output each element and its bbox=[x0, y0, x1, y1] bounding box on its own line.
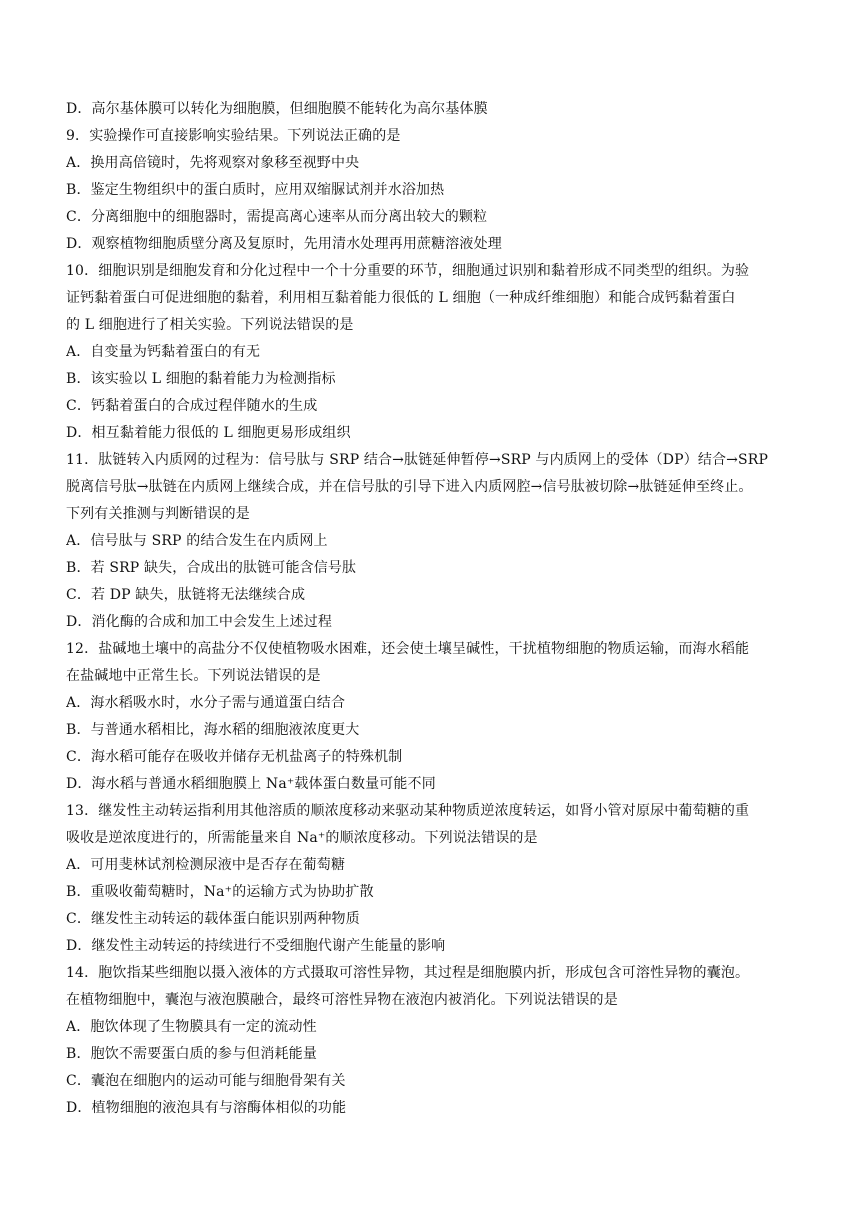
question-10-stem-line-1: 10．细胞识别是细胞发育和分化过程中一个十分重要的环节，细胞通过识别和黏着形成不同类型的组织。为验 bbox=[66, 263, 750, 279]
option-c-q9: C．分离细胞中的细胞器时，需提高离心速率从而分离出较大的颗粒 bbox=[66, 209, 488, 225]
option-d-q11: D．消化酶的合成和加工中会发生上述过程 bbox=[66, 614, 333, 630]
question-11-stem-line-1: 11．肽链转入内质网的过程为：信号肽与 SRP 结合→肽链延伸暂停→SRP 与内质网上的受体（DP）结合→SRP bbox=[66, 452, 769, 468]
option-d-q13: D．继发性主动转运的持续进行不受细胞代谢产生能量的影响 bbox=[66, 938, 446, 954]
option-d-q9: D．观察植物细胞质壁分离及复原时，先用清水处理再用蔗糖溶液处理 bbox=[66, 236, 502, 252]
question-12-stem-line-2: 在盐碱地中正常生长。下列说法错误的是 bbox=[66, 668, 321, 684]
option-d-q12: D．海水稻与普通水稻细胞膜上 Na⁺载体蛋白数量可能不同 bbox=[66, 776, 436, 792]
option-d-q8: D．高尔基体膜可以转化为细胞膜，但细胞膜不能转化为高尔基体膜 bbox=[66, 101, 488, 117]
option-b-q14: B．胞饮不需要蛋白质的参与但消耗能量 bbox=[66, 1046, 317, 1062]
option-d-q14: D．植物细胞的液泡具有与溶酶体相似的功能 bbox=[66, 1100, 347, 1116]
question-14-stem-line-1: 14．胞饮指某些细胞以摄入液体的方式摄取可溶性异物，其过程是细胞膜内折，形成包含可溶性异物的囊泡。 bbox=[66, 965, 750, 981]
option-a-q9: A．换用高倍镜时，先将观察对象移至视野中央 bbox=[66, 155, 360, 171]
exam-page bbox=[66, 96, 800, 1122]
option-b-q11: B．若 SRP 缺失，合成出的肽链可能含信号肽 bbox=[66, 560, 357, 576]
question-12-stem-line-1: 12．盐碱地土壤中的高盐分不仅使植物吸水困难，还会使土壤呈碱性，干扰植物细胞的物质运输，而海水稻能 bbox=[66, 641, 750, 657]
question-14-stem-line-2: 在植物细胞中，囊泡与液泡膜融合，最终可溶性异物在液泡内被消化。下列说法错误的是 bbox=[66, 992, 618, 1008]
option-a-q12: A．海水稻吸水时，水分子需与通道蛋白结合 bbox=[66, 695, 346, 711]
option-c-q14: C．囊泡在细胞内的运动可能与细胞骨架有关 bbox=[66, 1073, 346, 1089]
option-c-q13: C．继发性主动转运的载体蛋白能识别两种物质 bbox=[66, 911, 360, 927]
question-13-stem-line-1: 13．继发性主动转运指利用其他溶质的顺浓度移动来驱动某种物质逆浓度转运，如肾小管对原尿中葡萄糖的重 bbox=[66, 803, 750, 819]
option-c-q12: C．海水稻可能存在吸收并储存无机盐离子的特殊机制 bbox=[66, 749, 403, 765]
option-c-q11: C．若 DP 缺失，肽链将无法继续合成 bbox=[66, 587, 306, 603]
question-11-stem-line-3: 下列有关推测与判断错误的是 bbox=[66, 506, 250, 522]
option-a-q10: A．自变量为钙黏着蛋白的有无 bbox=[66, 344, 261, 360]
question-9-stem: 9．实验操作可直接影响实验结果。下列说法正确的是 bbox=[66, 128, 401, 144]
question-13-stem-line-2: 吸收是逆浓度进行的，所需能量来自 Na⁺的顺浓度移动。下列说法错误的是 bbox=[66, 830, 538, 846]
option-a-q11: A．信号肽与 SRP 的结合发生在内质网上 bbox=[66, 533, 328, 549]
option-a-q13: A．可用斐林试剂检测尿液中是否存在葡萄糖 bbox=[66, 857, 346, 873]
option-b-q13: B．重吸收葡萄糖时，Na⁺的运输方式为协助扩散 bbox=[66, 884, 374, 900]
question-10-stem-line-3: 的 L 细胞进行了相关实验。下列说法错误的是 bbox=[66, 317, 354, 333]
question-11-stem-line-2: 脱离信号肽→肽链在内质网上继续合成，并在信号肽的引导下进入内质网腔→信号肽被切除→肽链延伸至终止。 bbox=[66, 479, 753, 495]
option-b-q12: B．与普通水稻相比，海水稻的细胞液浓度更大 bbox=[66, 722, 360, 738]
option-b-q9: B．鉴定生物组织中的蛋白质时，应用双缩脲试剂并水浴加热 bbox=[66, 182, 445, 198]
question-10-stem-line-2: 证钙黏着蛋白可促进细胞的黏着，利用相互黏着能力很低的 L 细胞（一种成纤维细胞）和能合成钙黏着蛋白 bbox=[66, 290, 736, 306]
option-a-q14: A．胞饮体现了生物膜具有一定的流动性 bbox=[66, 1019, 317, 1035]
option-b-q10: B．该实验以 L 细胞的黏着能力为检测指标 bbox=[66, 371, 336, 387]
option-d-q10: D．相互黏着能力很低的 L 细胞更易形成组织 bbox=[66, 425, 351, 441]
option-c-q10: C．钙黏着蛋白的合成过程伴随水的生成 bbox=[66, 398, 318, 414]
